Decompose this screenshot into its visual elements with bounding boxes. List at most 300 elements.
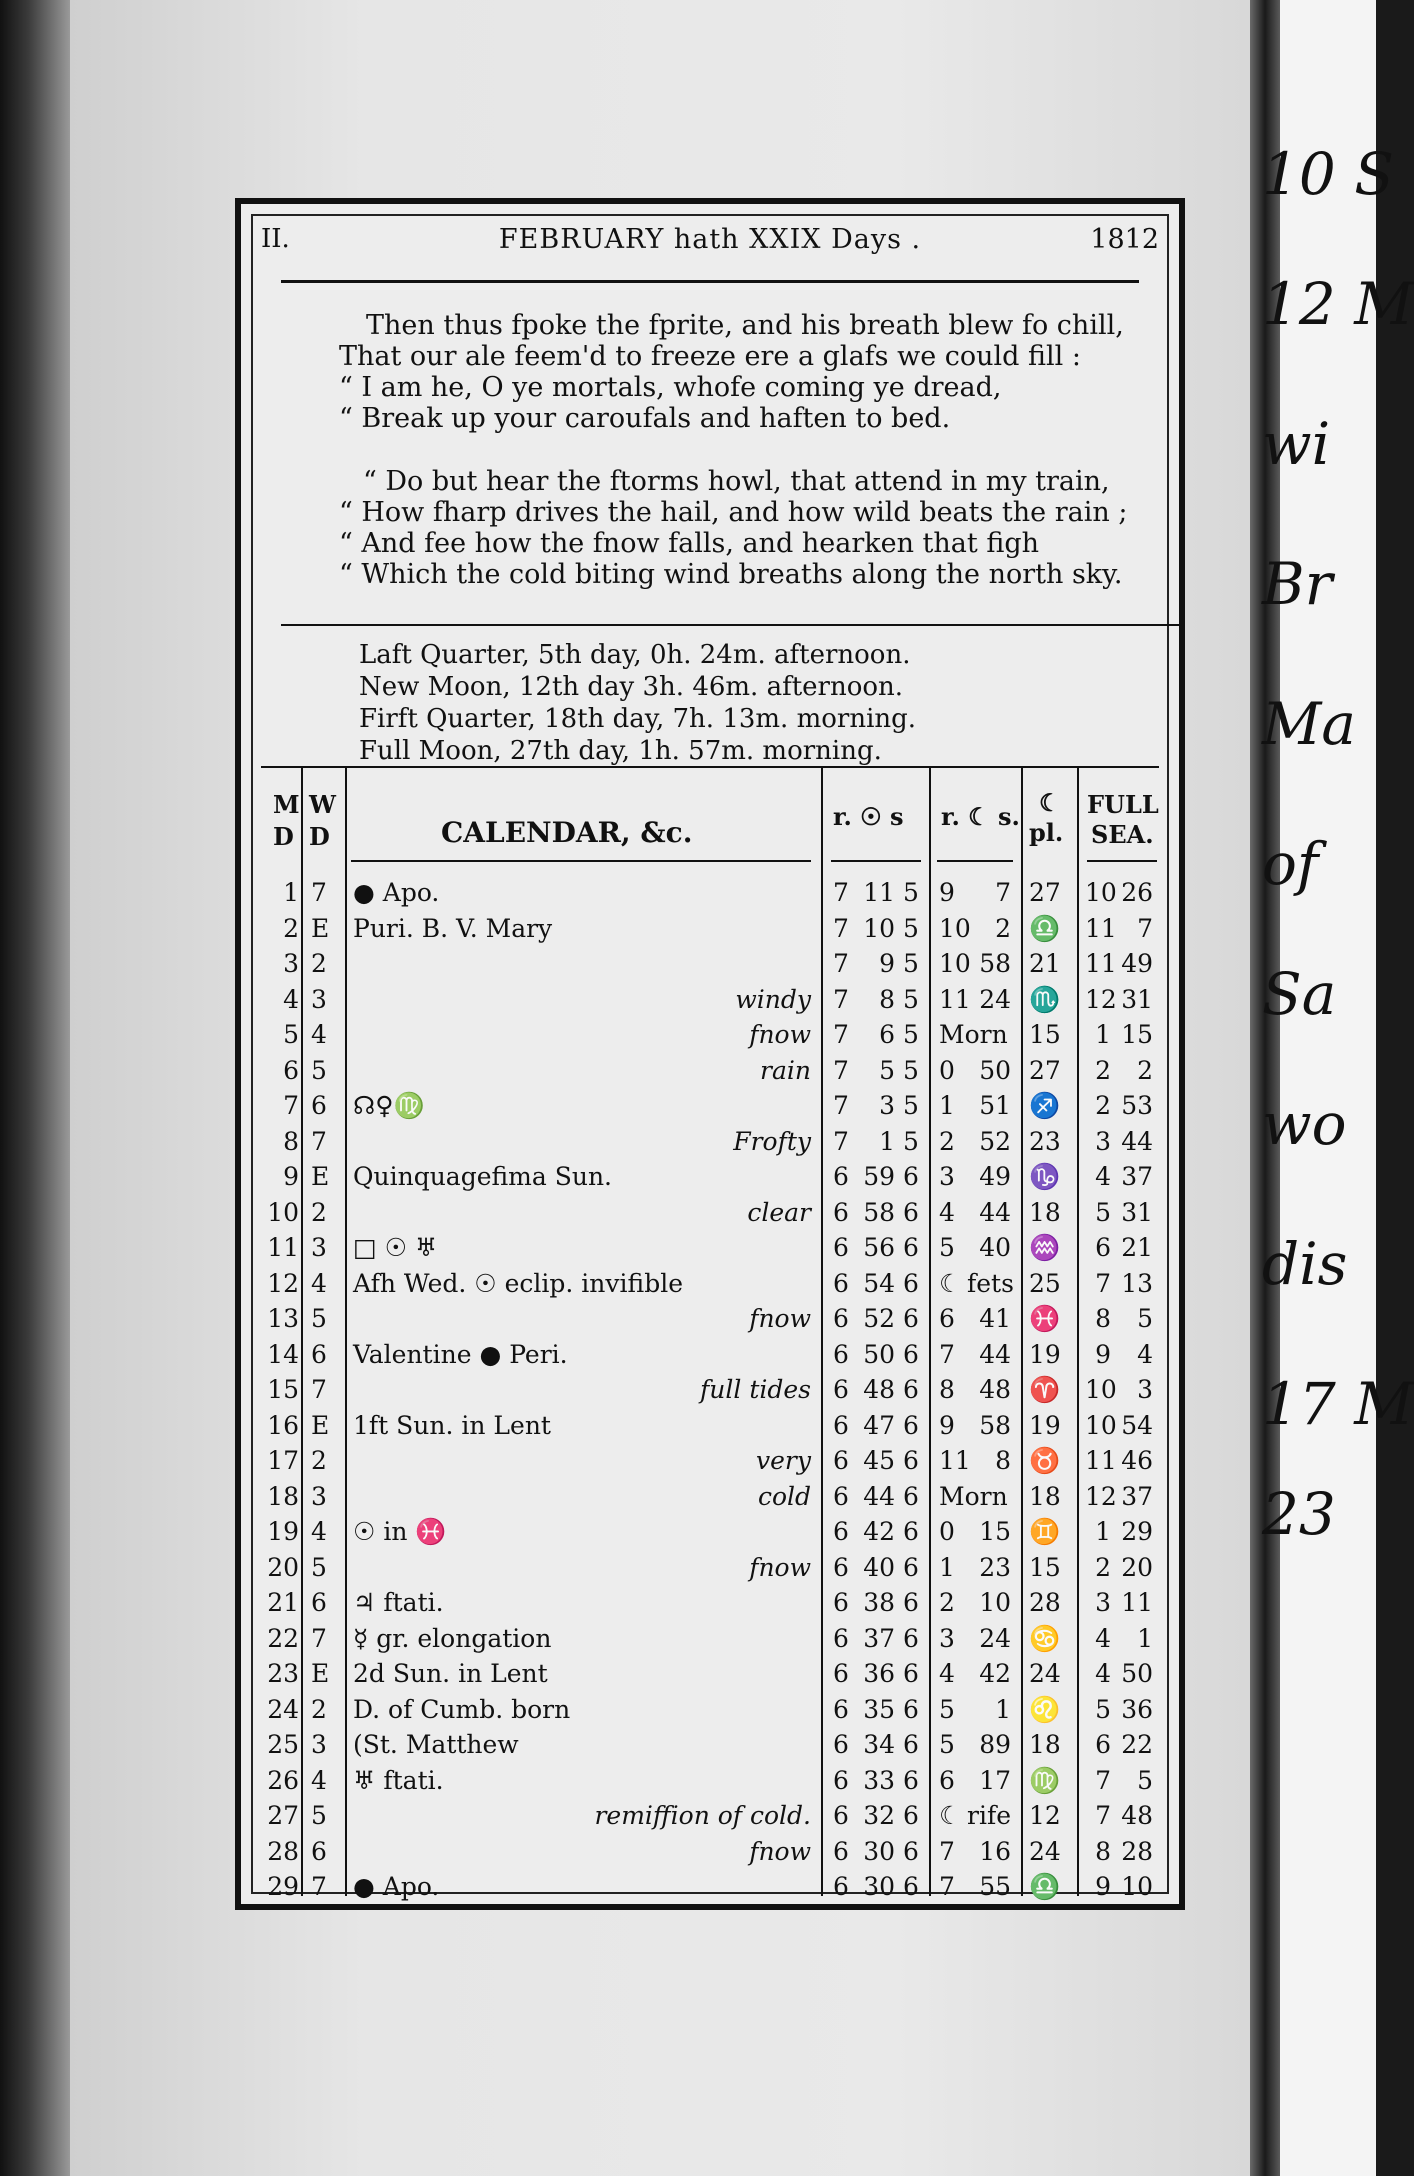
- sun-minutes: 9: [879, 949, 895, 978]
- table-row: [241, 1338, 1179, 1372]
- moon-minutes: 51: [979, 1091, 1011, 1120]
- sun-set-hour: 5: [903, 949, 919, 978]
- sun-set-hour: 6: [903, 1197, 919, 1227]
- day-of-week: 3: [311, 1233, 327, 1262]
- day-of-month: 11: [267, 1233, 299, 1262]
- moon-place: 21: [1029, 949, 1061, 978]
- table-row: [241, 1160, 1179, 1194]
- sun-minutes: 58: [863, 1197, 895, 1227]
- sun-set-hour: 6: [903, 1872, 919, 1901]
- full-sea-minutes: 5: [1137, 1765, 1153, 1795]
- poem-line: “ Do but hear the ftorms howl, that attend in my train,: [363, 466, 1110, 497]
- sun-rise-hour: 6: [833, 1659, 849, 1688]
- sun-rise-hour: 6: [833, 1233, 849, 1262]
- moon-hour: Morn: [939, 1481, 1008, 1511]
- moon-place: 19: [1029, 1410, 1061, 1440]
- full-sea-minutes: 54: [1121, 1410, 1153, 1440]
- moon-place: 27: [1029, 1055, 1061, 1085]
- full-sea-minutes: 50: [1121, 1659, 1153, 1688]
- sun-minutes: 35: [863, 1694, 895, 1724]
- full-sea-hour: 10: [1085, 1375, 1117, 1404]
- calendar-event: (St. Matthew: [353, 1730, 519, 1759]
- moon-place: ♈: [1029, 1375, 1061, 1404]
- moon-hour: 3: [939, 1162, 955, 1191]
- full-sea-minutes: 20: [1121, 1552, 1153, 1582]
- sun-set-hour: 6: [903, 1304, 919, 1333]
- calendar-event: ♃ ftati.: [353, 1588, 444, 1617]
- sun-minutes: 52: [863, 1304, 895, 1333]
- moon-place: ♊: [1029, 1517, 1061, 1546]
- sun-set-hour: 6: [903, 1730, 919, 1759]
- moon-place: 18: [1029, 1481, 1061, 1511]
- sun-set-hour: 6: [903, 1410, 919, 1440]
- full-sea-minutes: 29: [1121, 1517, 1153, 1546]
- moon-place: ♎: [1029, 1872, 1061, 1901]
- day-of-month: 27: [267, 1801, 299, 1830]
- sun-rise-hour: 7: [833, 1091, 849, 1120]
- moon-place: ♎: [1029, 913, 1061, 943]
- poem-line: “ I am he, O ye mortals, whofe coming ye dread,: [339, 372, 1002, 403]
- full-sea-hour: 11: [1085, 949, 1117, 978]
- moon-minutes: 58: [979, 949, 1011, 978]
- sun-set-hour: 6: [903, 1481, 919, 1511]
- handwriting-line: Ma: [1262, 690, 1356, 758]
- sun-rise-hour: 7: [833, 913, 849, 943]
- header-moon-place-bottom: pl.: [1029, 818, 1064, 847]
- day-of-week: 2: [311, 1446, 327, 1475]
- handwriting-line: Sa: [1262, 960, 1337, 1028]
- moon-phase: Full Moon, 27th day, 1h. 57m. morning.: [359, 736, 882, 766]
- full-sea-hour: 4: [1095, 1659, 1111, 1688]
- day-of-week: 5: [311, 1055, 327, 1085]
- sun-set-hour: 5: [903, 1020, 919, 1049]
- poem-line: That our ale feem'd to freeze ere a glafs we could fill :: [339, 341, 1081, 372]
- sun-rise-hour: 6: [833, 1588, 849, 1617]
- header-full-sea-bottom: SEA.: [1091, 820, 1154, 849]
- day-of-week: 5: [311, 1304, 327, 1333]
- day-of-month: 22: [267, 1623, 299, 1653]
- table-top-rule: [261, 766, 1159, 768]
- full-sea-minutes: 31: [1121, 1197, 1153, 1227]
- sun-rise-hour: 6: [833, 1410, 849, 1440]
- handwriting-line: wi: [1262, 410, 1331, 478]
- header-underline: [831, 860, 921, 862]
- handwriting-line: 23: [1262, 1480, 1336, 1548]
- day-of-week: 5: [311, 1801, 327, 1830]
- moon-hour: 4: [939, 1659, 955, 1688]
- moon-place: ♓: [1029, 1304, 1061, 1333]
- page-number: II.: [261, 224, 290, 254]
- sun-minutes: 40: [863, 1552, 895, 1582]
- moon-phase: Laft Quarter, 5th day, 0h. 24m. afternoon.: [359, 640, 911, 670]
- sun-set-hour: 6: [903, 1623, 919, 1653]
- day-of-month: 5: [283, 1020, 299, 1049]
- sun-minutes: 47: [863, 1410, 895, 1440]
- moon-minutes: rife: [967, 1801, 1011, 1830]
- full-sea-minutes: 46: [1121, 1446, 1153, 1475]
- table-row: [241, 1373, 1179, 1407]
- day-of-month: 8: [283, 1126, 299, 1156]
- table-row: [241, 1302, 1179, 1336]
- weather-note: windy: [735, 984, 811, 1014]
- day-of-month: 23: [267, 1659, 299, 1688]
- moon-minutes: 23: [979, 1552, 1011, 1582]
- handwriting-line: Br: [1262, 550, 1333, 618]
- full-sea-minutes: 37: [1121, 1481, 1153, 1511]
- full-sea-hour: 7: [1095, 1801, 1111, 1830]
- weather-note: clear: [747, 1197, 811, 1227]
- day-of-month: 3: [283, 949, 299, 978]
- header-underline: [1087, 860, 1157, 862]
- full-sea-hour: 11: [1085, 913, 1117, 943]
- day-of-week: 2: [311, 949, 327, 978]
- table-row: [241, 1657, 1179, 1691]
- calendar-event: Afh Wed. ☉ eclip. invifible: [353, 1268, 683, 1298]
- moon-hour: 0: [939, 1055, 955, 1085]
- moon-hour: 1: [939, 1091, 955, 1120]
- table-row: [241, 1622, 1179, 1656]
- sun-rise-hour: 6: [833, 1304, 849, 1333]
- sun-rise-hour: 7: [833, 1055, 849, 1085]
- sun-minutes: 59: [863, 1162, 895, 1191]
- sun-rise-hour: 6: [833, 1765, 849, 1795]
- sun-set-hour: 5: [903, 1055, 919, 1085]
- day-of-month: 28: [267, 1836, 299, 1866]
- day-of-month: 15: [267, 1375, 299, 1404]
- sun-minutes: 36: [863, 1659, 895, 1688]
- moon-minutes: 89: [979, 1730, 1011, 1759]
- header-underline: [937, 860, 1013, 862]
- day-of-month: 21: [267, 1588, 299, 1617]
- full-sea-hour: 12: [1085, 984, 1117, 1014]
- moon-place: 27: [1029, 878, 1061, 907]
- full-sea-hour: 8: [1095, 1304, 1111, 1333]
- header-calendar: CALENDAR, &c.: [441, 816, 693, 849]
- full-sea-minutes: 37: [1121, 1162, 1153, 1191]
- header-full-sea-top: FULL: [1087, 790, 1159, 819]
- day-of-month: 7: [283, 1091, 299, 1120]
- day-of-month: 14: [267, 1339, 299, 1369]
- sun-rise-hour: 7: [833, 984, 849, 1014]
- moon-minutes: 50: [979, 1055, 1011, 1085]
- sun-minutes: 42: [863, 1517, 895, 1546]
- moon-hour: 2: [939, 1126, 955, 1156]
- day-of-week: E: [311, 913, 330, 943]
- moon-minutes: 7: [995, 878, 1011, 907]
- weather-note: fnow: [749, 1020, 811, 1049]
- handwriting-line: 10 S: [1262, 140, 1394, 208]
- day-of-month: 19: [267, 1517, 299, 1546]
- moon-minutes: 16: [979, 1836, 1011, 1866]
- moon-hour: 10: [939, 949, 971, 978]
- full-sea-hour: 1: [1095, 1517, 1111, 1546]
- full-sea-minutes: 21: [1121, 1233, 1153, 1262]
- table-row: [241, 1728, 1179, 1762]
- moon-hour: 5: [939, 1233, 955, 1262]
- weather-note: Frofty: [733, 1126, 811, 1156]
- full-sea-hour: 3: [1095, 1588, 1111, 1617]
- moon-hour: 1: [939, 1552, 955, 1582]
- full-sea-minutes: 28: [1121, 1836, 1153, 1866]
- moon-hour: 6: [939, 1304, 955, 1333]
- calendar-event: D. of Cumb. born: [353, 1694, 571, 1724]
- full-sea-minutes: 22: [1121, 1730, 1153, 1759]
- sun-set-hour: 6: [903, 1162, 919, 1191]
- day-of-week: 7: [311, 1872, 327, 1901]
- table-row: [241, 1196, 1179, 1230]
- sun-set-hour: 5: [903, 984, 919, 1014]
- moon-place: ♍: [1029, 1765, 1061, 1795]
- moon-minutes: 24: [979, 1623, 1011, 1653]
- sun-minutes: 6: [879, 1020, 895, 1049]
- year: 1812: [1090, 224, 1159, 255]
- moon-hour: 2: [939, 1588, 955, 1617]
- sun-minutes: 5: [879, 1055, 895, 1085]
- day-of-week: 4: [311, 1517, 327, 1546]
- sun-set-hour: 5: [903, 913, 919, 943]
- sun-rise-hour: 6: [833, 1375, 849, 1404]
- moon-place: ♉: [1029, 1446, 1061, 1475]
- table-row: [241, 1444, 1179, 1478]
- moon-place: 15: [1029, 1552, 1061, 1582]
- full-sea-minutes: 48: [1121, 1801, 1153, 1830]
- handwriting-line: wo: [1262, 1090, 1347, 1158]
- day-of-week: 5: [311, 1552, 327, 1582]
- weather-note: fnow: [749, 1836, 811, 1866]
- moon-place: ♌: [1029, 1694, 1061, 1724]
- full-sea-minutes: 5: [1137, 1304, 1153, 1333]
- sun-rise-hour: 7: [833, 949, 849, 978]
- sun-minutes: 11: [863, 878, 895, 907]
- moon-minutes: 15: [979, 1517, 1011, 1546]
- day-of-month: 2: [283, 913, 299, 943]
- table-row: [241, 1480, 1179, 1514]
- day-of-month: 4: [283, 984, 299, 1014]
- sun-rise-hour: 7: [833, 1020, 849, 1049]
- day-of-week: E: [311, 1162, 330, 1191]
- calendar-event: □ ☉ ♅: [353, 1233, 438, 1262]
- table-row: [241, 1231, 1179, 1265]
- poem-line: “ Break up your caroufals and haften to bed.: [339, 403, 951, 434]
- moon-place: 19: [1029, 1339, 1061, 1369]
- sun-set-hour: 6: [903, 1659, 919, 1688]
- table-row: [241, 1409, 1179, 1443]
- full-sea-minutes: 4: [1137, 1339, 1153, 1369]
- moon-place: ♐: [1029, 1091, 1061, 1120]
- full-sea-hour: 7: [1095, 1765, 1111, 1795]
- day-of-month: 13: [267, 1304, 299, 1333]
- moon-minutes: 44: [979, 1339, 1011, 1369]
- day-of-month: 18: [267, 1481, 299, 1511]
- almanac-frame: [235, 198, 1185, 1910]
- moon-hour: 5: [939, 1730, 955, 1759]
- day-of-month: 16: [267, 1410, 299, 1440]
- full-sea-hour: 2: [1095, 1055, 1111, 1085]
- sun-set-hour: 6: [903, 1375, 919, 1404]
- sun-rise-hour: 6: [833, 1446, 849, 1475]
- day-of-week: 4: [311, 1020, 327, 1049]
- day-of-month: 10: [267, 1197, 299, 1227]
- table-row: [241, 1125, 1179, 1159]
- day-of-week: E: [311, 1659, 330, 1688]
- header-wd-bottom: D: [309, 822, 330, 851]
- sun-rise-hour: 6: [833, 1801, 849, 1830]
- moon-place: 12: [1029, 1801, 1061, 1830]
- moon-hour: 7: [939, 1872, 955, 1901]
- sun-minutes: 33: [863, 1765, 895, 1795]
- full-sea-minutes: 44: [1121, 1126, 1153, 1156]
- handwriting-line: 17 M: [1262, 1370, 1414, 1438]
- handwriting-line: of: [1262, 830, 1319, 898]
- sun-minutes: 8: [879, 984, 895, 1014]
- header-moon-place-top: ☾: [1039, 788, 1061, 817]
- day-of-week: 3: [311, 1730, 327, 1759]
- full-sea-hour: 10: [1085, 878, 1117, 907]
- sun-minutes: 32: [863, 1801, 895, 1830]
- weather-note: very: [756, 1446, 811, 1475]
- header-sun: r. ☉ s: [833, 802, 904, 831]
- weather-note: cold: [757, 1481, 811, 1511]
- sun-rise-hour: 7: [833, 1126, 849, 1156]
- calendar-event: Valentine ● Peri.: [353, 1339, 568, 1369]
- moon-hour: 9: [939, 1410, 955, 1440]
- moon-place: 18: [1029, 1730, 1061, 1759]
- moon-place: ♑: [1029, 1162, 1061, 1191]
- sun-set-hour: 6: [903, 1836, 919, 1866]
- moon-minutes: 41: [979, 1304, 1011, 1333]
- full-sea-minutes: 10: [1121, 1872, 1153, 1901]
- moon-hour: 0: [939, 1517, 955, 1546]
- sun-minutes: 30: [863, 1872, 895, 1901]
- sun-set-hour: 6: [903, 1765, 919, 1795]
- full-sea-minutes: 2: [1137, 1055, 1153, 1085]
- moon-place: 15: [1029, 1020, 1061, 1049]
- sun-rise-hour: 6: [833, 1836, 849, 1866]
- moon-minutes: 58: [979, 1410, 1011, 1440]
- sun-set-hour: 6: [903, 1446, 919, 1475]
- poem-line: “ How fharp drives the hail, and how wild beats the rain ;: [339, 497, 1128, 528]
- handwriting-line: 12 M: [1262, 270, 1414, 338]
- moon-place: 24: [1029, 1836, 1061, 1866]
- sun-rise-hour: 6: [833, 1339, 849, 1369]
- full-sea-minutes: 26: [1121, 878, 1153, 907]
- table-row: [241, 1586, 1179, 1620]
- moon-phase: New Moon, 12th day 3h. 46m. afternoon.: [359, 672, 904, 702]
- moon-place: 25: [1029, 1268, 1061, 1298]
- moon-minutes: 49: [979, 1162, 1011, 1191]
- moon-hour: 7: [939, 1836, 955, 1866]
- day-of-week: 4: [311, 1268, 327, 1298]
- sun-rise-hour: 6: [833, 1481, 849, 1511]
- day-of-month: 1: [283, 878, 299, 907]
- day-of-week: 4: [311, 1765, 327, 1795]
- moon-minutes: 17: [979, 1765, 1011, 1795]
- full-sea-hour: 10: [1085, 1410, 1117, 1440]
- moon-minutes: 24: [979, 984, 1011, 1014]
- moon-minutes: 44: [979, 1197, 1011, 1227]
- sun-set-hour: 5: [903, 878, 919, 907]
- sun-rise-hour: 7: [833, 878, 849, 907]
- moon-hour: 11: [939, 1446, 971, 1475]
- sun-minutes: 3: [879, 1091, 895, 1120]
- full-sea-minutes: 31: [1121, 984, 1153, 1014]
- calendar-event: 2d Sun. in Lent: [353, 1659, 548, 1688]
- full-sea-hour: 6: [1095, 1730, 1111, 1759]
- day-of-week: 2: [311, 1197, 327, 1227]
- moon-hour: 10: [939, 913, 971, 943]
- calendar-event: ☉ in ♓: [353, 1517, 447, 1546]
- moon-hour: 7: [939, 1339, 955, 1369]
- day-of-week: 6: [311, 1339, 327, 1369]
- sun-rise-hour: 6: [833, 1730, 849, 1759]
- moon-hour: 3: [939, 1623, 955, 1653]
- sun-set-hour: 5: [903, 1126, 919, 1156]
- moon-place: 24: [1029, 1659, 1061, 1688]
- table-row: [241, 1054, 1179, 1088]
- sun-rise-hour: 6: [833, 1162, 849, 1191]
- full-sea-hour: 4: [1095, 1623, 1111, 1653]
- day-of-month: 12: [267, 1268, 299, 1298]
- moon-hour: 6: [939, 1765, 955, 1795]
- calendar-event: 1ft Sun. in Lent: [353, 1410, 551, 1440]
- sun-rise-hour: 6: [833, 1623, 849, 1653]
- header-moon-rise-set: r. ☾ s.: [941, 802, 1020, 831]
- table-row: [241, 1835, 1179, 1869]
- weather-note: full tides: [700, 1375, 811, 1404]
- full-sea-minutes: 11: [1121, 1588, 1153, 1617]
- table-row: [241, 1267, 1179, 1301]
- day-of-month: 25: [267, 1730, 299, 1759]
- moon-minutes: 8: [995, 1446, 1011, 1475]
- day-of-month: 20: [267, 1552, 299, 1582]
- header-md-bottom: D: [273, 822, 294, 851]
- full-sea-minutes: 7: [1137, 913, 1153, 943]
- day-of-week: 6: [311, 1091, 327, 1120]
- full-sea-hour: 5: [1095, 1197, 1111, 1227]
- header-underline: [351, 860, 811, 862]
- calendar-event: ☿ gr. elongation: [353, 1623, 552, 1653]
- moon-minutes: 42: [979, 1659, 1011, 1688]
- day-of-week: 7: [311, 1623, 327, 1653]
- calendar-event: ☊♀♍: [353, 1091, 425, 1120]
- weather-note: fnow: [749, 1304, 811, 1333]
- day-of-month: 9: [283, 1162, 299, 1191]
- sun-rise-hour: 6: [833, 1268, 849, 1298]
- moon-place: 23: [1029, 1126, 1061, 1156]
- moon-hour: 9: [939, 878, 955, 907]
- moon-place: ♏: [1029, 984, 1061, 1014]
- full-sea-minutes: 15: [1121, 1020, 1153, 1049]
- moon-hour: 4: [939, 1197, 955, 1227]
- full-sea-hour: 9: [1095, 1339, 1111, 1369]
- sun-minutes: 50: [863, 1339, 895, 1369]
- poem-rule: [281, 624, 1179, 626]
- sun-set-hour: 6: [903, 1801, 919, 1830]
- day-of-week: 7: [311, 1126, 327, 1156]
- full-sea-minutes: 3: [1137, 1375, 1153, 1404]
- moon-hour: 11: [939, 984, 971, 1014]
- poem-line: Then thus fpoke the fprite, and his breath blew fo chill,: [366, 310, 1124, 341]
- poem-line: “ And fee how the fnow falls, and hearken that figh: [339, 528, 1040, 559]
- moon-minutes: 40: [979, 1233, 1011, 1262]
- full-sea-hour: 1: [1095, 1020, 1111, 1049]
- weather-note: rain: [760, 1055, 811, 1085]
- sun-minutes: 44: [863, 1481, 895, 1511]
- day-of-week: 3: [311, 1481, 327, 1511]
- header-rule: [281, 280, 1139, 283]
- sun-rise-hour: 6: [833, 1197, 849, 1227]
- sun-rise-hour: 6: [833, 1872, 849, 1901]
